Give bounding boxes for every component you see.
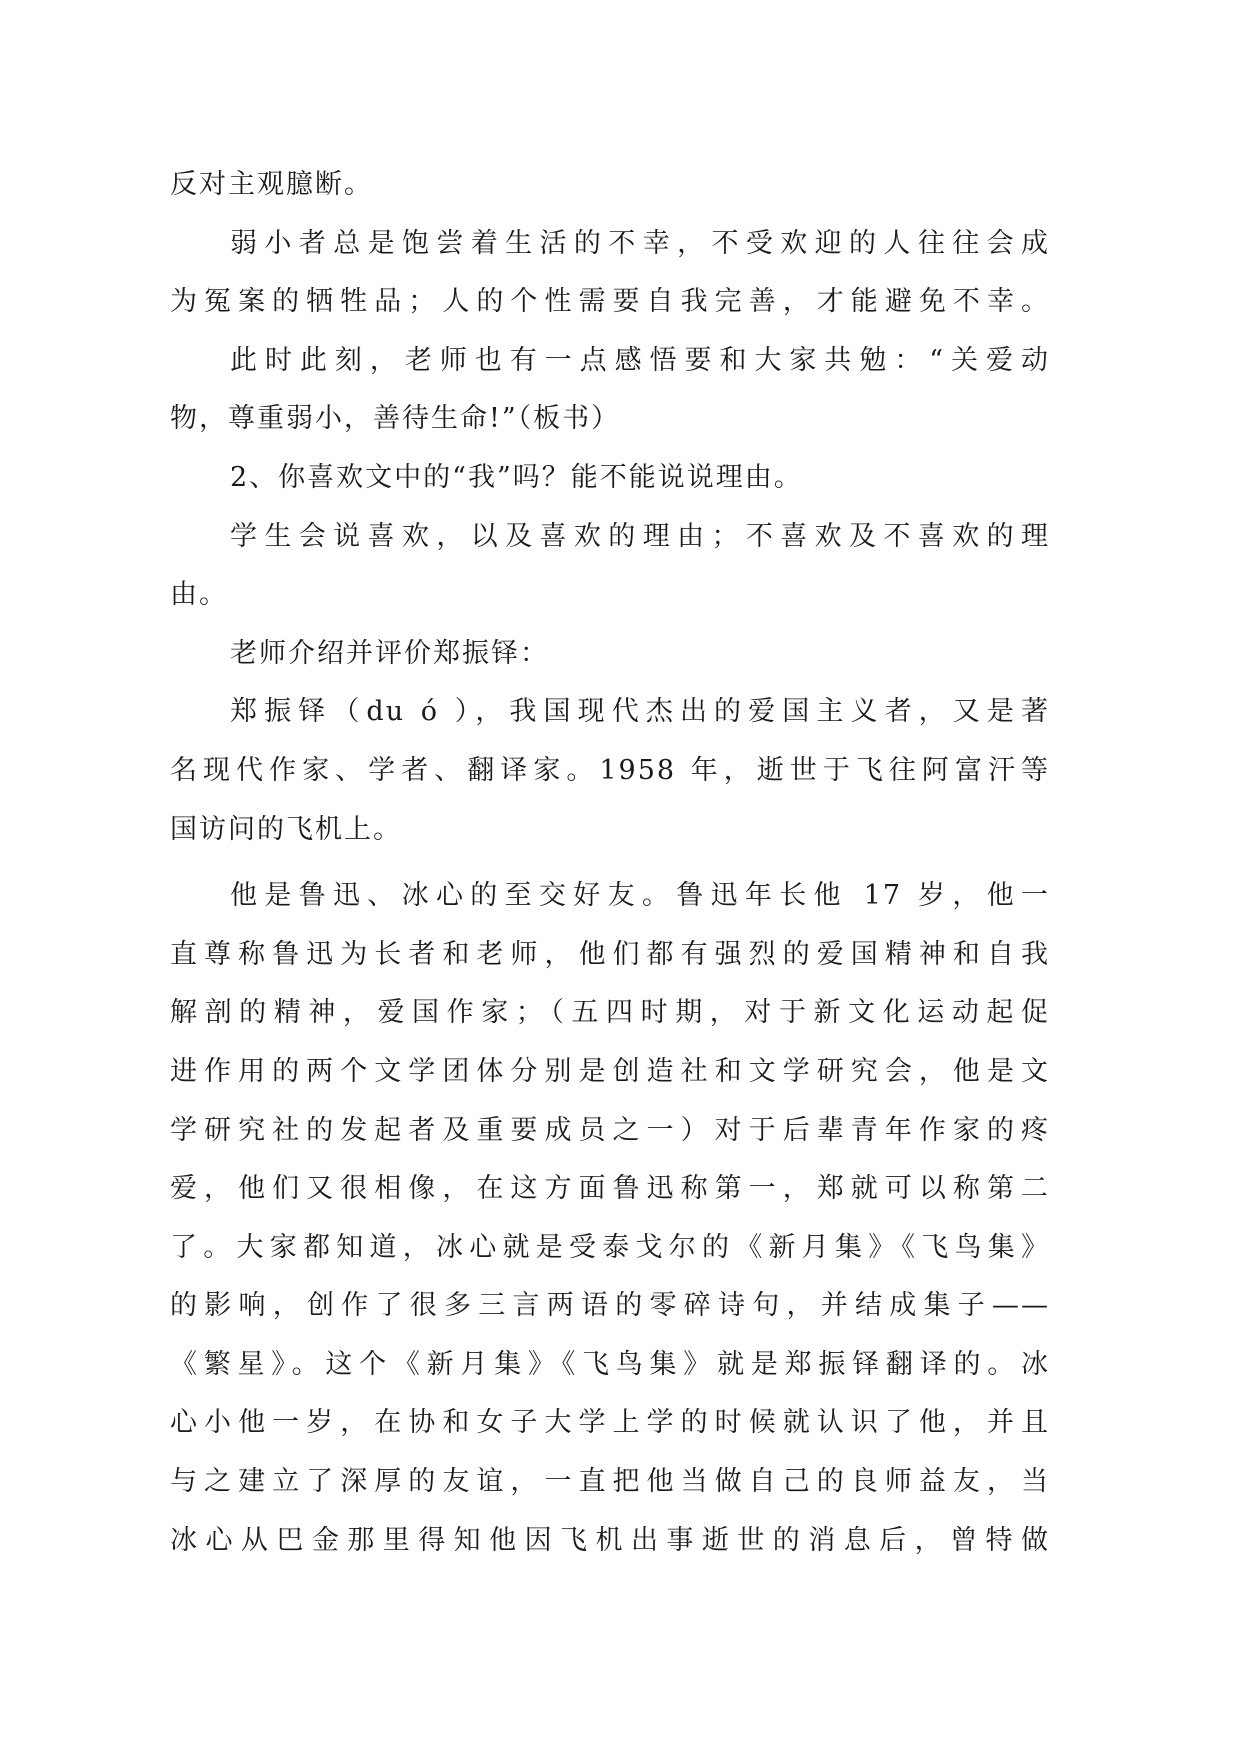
text-line: 国访问的飞机上。 <box>170 813 402 845</box>
paragraph <box>170 449 1050 508</box>
text-line: 此时此刻，老师也有一点感悟要和大家共勉：“关爱动 <box>230 344 1050 376</box>
text-line: 名现代作家、学者、翻译家。1958 年，逝世于飞往阿富汗等 <box>170 754 1050 786</box>
text-line: 由。 <box>170 579 228 611</box>
paragraph <box>170 215 1050 332</box>
text-line: 老师介绍并评价郑振铎： <box>230 637 549 669</box>
paragraph <box>170 156 1050 215</box>
text-line: 为冤案的牺牲品；人的个性需要自我完善，才能避免不幸。 <box>170 286 1050 318</box>
text-line: 的影响，创作了很多三言两语的零碎诗句，并结成集子—— <box>170 1290 1050 1322</box>
text-line: 他是鲁迅、冰心的至交好友。鲁迅年长他 17 岁，他一 <box>230 880 1050 912</box>
text-line: 物，尊重弱小，善待生命!”（板书） <box>170 403 621 435</box>
text-line: 进作用的两个文学团体分别是创造社和文学研究会，他是文 <box>170 1055 1050 1087</box>
text-line: 与之建立了深厚的友谊，一直把他当做自己的良师益友，当 <box>170 1466 1050 1498</box>
text-line: 冰心从巴金那里得知他因飞机出事逝世的消息后，曾特做 <box>170 1524 1050 1556</box>
paragraph <box>170 332 1050 449</box>
text-line: 解剖的精神，爱国作家；（五四时期，对于新文化运动起促 <box>170 997 1050 1029</box>
text-line: 2、你喜欢文中的“我”吗？能不能说说理由。 <box>230 461 803 493</box>
text-line: 爱，他们又很相像，在这方面鲁迅称第一，郑就可以称第二 <box>170 1173 1050 1205</box>
text-line: 学研究社的发起者及重要成员之一）对于后辈青年作家的疼 <box>170 1114 1050 1146</box>
text-line: 《繁星》。这个《新月集》《飞鸟集》就是郑振铎翻译的。冰 <box>170 1348 1050 1380</box>
text-line: 反对主观臆断。 <box>170 169 373 200</box>
paragraph <box>170 625 1050 684</box>
text-line: 弱小者总是饱尝着生活的不幸，不受欢迎的人往往会成 <box>230 227 1050 259</box>
text-line: 直尊称鲁迅为长者和老师，他们都有强烈的爱国精神和自我 <box>170 938 1050 970</box>
text-line: 了。大家都知道，冰心就是受泰戈尔的《新月集》《飞鸟集》 <box>170 1231 1050 1263</box>
text-line: 学生会说喜欢，以及喜欢的理由；不喜欢及不喜欢的理 <box>230 520 1050 552</box>
paragraph <box>170 867 1050 1570</box>
text-line: 心小他一岁，在协和女子大学上学的时候就认识了他，并且 <box>170 1407 1050 1439</box>
paragraph <box>170 508 1050 625</box>
text-line: 郑振铎（du ó ），我国现代杰出的爱国主义者，又是著 <box>230 696 1050 728</box>
paragraph <box>170 683 1050 859</box>
document-page <box>170 156 1050 1570</box>
